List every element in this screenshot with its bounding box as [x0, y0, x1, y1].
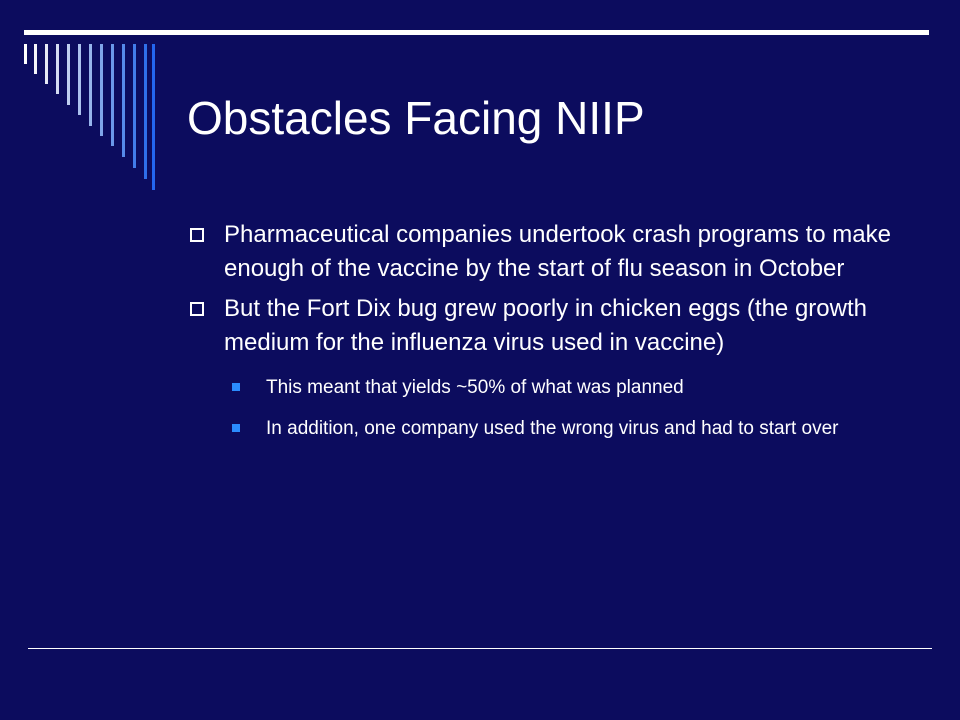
hollow-square-bullet-icon [190, 228, 204, 242]
bullet-item [188, 218, 908, 286]
decorative-bar [152, 44, 155, 190]
sub-bullet-item [188, 374, 908, 401]
decorative-bar [78, 44, 81, 115]
decorative-bar [144, 44, 147, 179]
bottom-rule [28, 648, 932, 649]
slide-content [188, 218, 908, 442]
bullet-text: Pharmaceutical companies undertook crash programs to make enough of the vaccine by the start of flu season in October [224, 221, 891, 282]
decorative-bar [100, 44, 103, 136]
slide-title: Obstacles Facing NIIP [187, 92, 645, 144]
decorative-bar [111, 44, 114, 146]
decorative-bars [24, 44, 164, 194]
decorative-bar [133, 44, 136, 168]
decorative-bar [34, 44, 37, 74]
decorative-bar [89, 44, 92, 126]
decorative-bar [45, 44, 48, 84]
bullet-text: But the Fort Dix bug grew poorly in chicken eggs (the growth medium for the influenza virus used in vaccine) [224, 295, 867, 356]
hollow-square-bullet-icon [190, 302, 204, 316]
decorative-bar [24, 44, 27, 64]
sub-bullet-text: In addition, one company used the wrong virus and had to start over [266, 418, 839, 439]
sub-bullet-text: This meant that yields ~50% of what was planned [266, 377, 684, 398]
filled-square-bullet-icon [232, 424, 240, 432]
top-rule [24, 30, 929, 35]
decorative-bar [122, 44, 125, 157]
bullet-item [188, 292, 908, 360]
filled-square-bullet-icon [232, 383, 240, 391]
decorative-bar [56, 44, 59, 94]
decorative-bar [67, 44, 70, 105]
sub-bullet-item [188, 415, 908, 442]
